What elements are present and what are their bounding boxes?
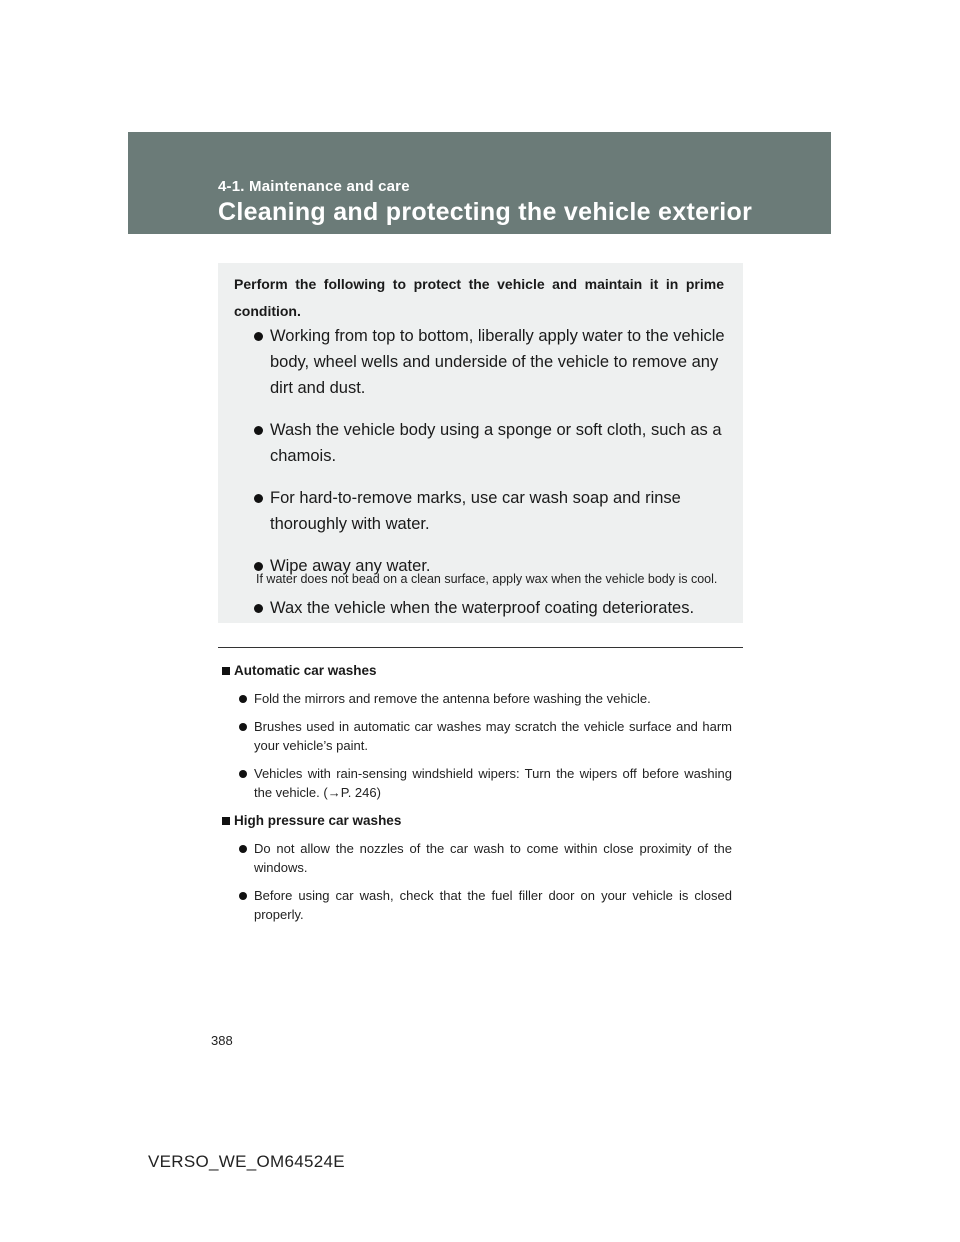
section-label: 4-1. Maintenance and care bbox=[218, 178, 410, 195]
note-item: Brushes used in automatic car washes may scratch the vehicle surface and harm your vehicle’s paint. bbox=[234, 717, 732, 755]
bullet-icon bbox=[239, 892, 247, 900]
intro-bullets bbox=[238, 323, 728, 637]
note-heading: High pressure car washes bbox=[222, 811, 732, 831]
note-item: Do not allow the nozzles of the car wash to come within close proximity of the windows. bbox=[234, 839, 732, 877]
intro-note: If water does not bead on a clean surface, apply wax when the vehicle body is cool. bbox=[256, 572, 718, 586]
bullet-icon bbox=[239, 695, 247, 703]
page-number: 388 bbox=[211, 1033, 233, 1048]
notes-section bbox=[222, 661, 732, 924]
intro-bullet: Wash the vehicle body using a sponge or soft cloth, such as a chamois. bbox=[238, 417, 728, 469]
bullet-icon bbox=[254, 604, 263, 613]
bullet-icon bbox=[239, 845, 247, 853]
intro-bullet: Wax the vehicle when the waterproof coating deteriorates. bbox=[238, 595, 728, 621]
bullet-icon bbox=[254, 332, 263, 341]
intro-lead: Perform the following to protect the vehicle and maintain it in prime condition. bbox=[234, 276, 724, 319]
intro-bullet: Working from top to bottom, liberally apply water to the vehicle body, wheel wells and underside of the vehicle to remove any dirt and dust. bbox=[238, 323, 728, 401]
bullet-icon bbox=[254, 494, 263, 503]
square-bullet-icon bbox=[222, 817, 230, 825]
divider bbox=[218, 647, 743, 648]
square-bullet-icon bbox=[222, 667, 230, 675]
note-item: Before using car wash, check that the fuel filler door on your vehicle is closed properly. bbox=[234, 886, 732, 924]
intro-box bbox=[218, 263, 743, 623]
bullet-icon bbox=[239, 770, 247, 778]
bullet-icon bbox=[254, 426, 263, 435]
section-header bbox=[128, 132, 831, 234]
intro-bullet: Wipe away any water. bbox=[238, 553, 728, 579]
document-code: VERSO_WE_OM64524E bbox=[148, 1152, 345, 1171]
note-heading: Automatic car washes bbox=[222, 661, 732, 681]
bullet-icon bbox=[239, 723, 247, 731]
note-item: Vehicles with rain-sensing windshield wipers: Turn the wipers off before washing the vehicle. (→P. 246) bbox=[234, 764, 732, 802]
page-title: Cleaning and protecting the vehicle exterior bbox=[218, 198, 753, 226]
intro-bullet: For hard-to-remove marks, use car wash soap and rinse thoroughly with water. bbox=[238, 485, 728, 537]
note-item: Fold the mirrors and remove the antenna before washing the vehicle. bbox=[234, 689, 732, 708]
